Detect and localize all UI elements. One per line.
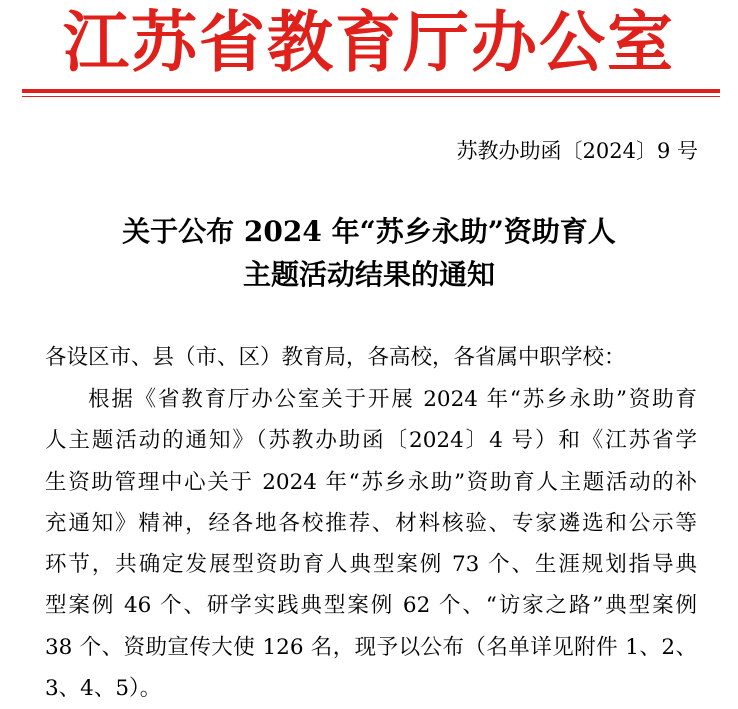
- document-number: 苏教办助函〔2024〕9 号: [456, 139, 698, 163]
- body-line: 环节，共确定发展型资助育人典型案例 73 个、生涯规划指导典: [45, 552, 697, 578]
- body-line: 3、4、5）。: [45, 676, 162, 702]
- body-line: 38 个、资助宣传大使 126 名，现予以公布（名单详见附件 1、2、: [45, 634, 697, 660]
- body-line: 充通知》精神，经各地各校推荐、材料核验、专家遴选和公示等: [45, 510, 697, 536]
- body-paragraph: [45, 379, 697, 709]
- body-line: 型案例 46 个、研学实践典型案例 62 个、“访家之路”典型案例: [45, 593, 697, 619]
- body-line: 人主题活动的通知》（苏教办助函〔2024〕4 号）和《江苏省学: [45, 428, 697, 454]
- document-title-line-2: 主题活动结果的通知: [242, 258, 495, 291]
- document-title-line-1: 关于公布 2024 年“苏乡永助”资助育人: [122, 215, 616, 248]
- masthead-title: 江苏省教育厅办公室: [63, 4, 675, 81]
- masthead-divider-thick: [22, 89, 720, 93]
- salutation: 各设区市、县（市、区）教育局，各高校，各省属中职学校：: [45, 345, 626, 370]
- masthead-divider-thin: [22, 96, 720, 97]
- body-line: 根据《省教育厅办公室关于开展 2024 年“苏乡永助”资助育: [88, 387, 697, 412]
- body-line: 生资助管理中心关于 2024 年“苏乡永助”资助育人主题活动的补: [45, 469, 697, 495]
